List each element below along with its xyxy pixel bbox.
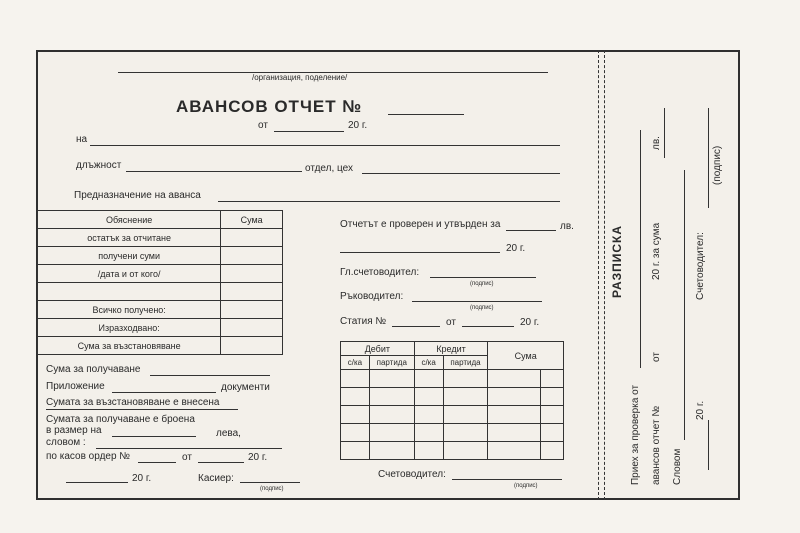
paid-line1: Сумата за получаване е броена (46, 414, 195, 425)
sum-cell (221, 337, 283, 355)
date-line (274, 131, 344, 132)
order-number-line (138, 462, 176, 463)
row-label: Всичко получено: (38, 301, 221, 319)
date-bottom-line (66, 482, 128, 483)
chief-accountant-line (430, 277, 536, 278)
row-label: /дата и от кого/ (38, 265, 221, 283)
table-row (38, 301, 283, 319)
na-label: на (76, 134, 88, 145)
table-row (38, 337, 283, 355)
receipt-words-underline (684, 170, 685, 440)
table-row (341, 370, 564, 388)
row-label: Изразходвано: (38, 319, 221, 337)
attach-line (112, 392, 216, 393)
accountant-sign-caption: (подпис) (514, 483, 538, 489)
row-label: получени суми (38, 247, 221, 265)
position-label: длъжност (76, 160, 122, 171)
lv-label: лв. (560, 221, 574, 232)
accountant-label: Счетоводител: (378, 469, 446, 480)
sum-header: Сума (488, 342, 564, 370)
order-date-line (198, 462, 244, 463)
sum-cell (221, 301, 283, 319)
cashier-line (240, 482, 300, 483)
page-title: АВАНСОВ ОТЧЕТ № (176, 97, 363, 116)
table-row (341, 406, 564, 424)
paid-line2: в размер на (46, 425, 102, 436)
sum-cell (221, 283, 283, 301)
position-line (126, 171, 302, 172)
date-bottom-year: 20 г. (132, 473, 152, 484)
manager-sign-caption: (подпис) (470, 305, 494, 311)
org-caption: /организация, поделение/ (252, 73, 348, 82)
order-year-label: 20 г. (248, 452, 268, 463)
purpose-line (218, 201, 560, 202)
cashier-label: Касиер: (198, 473, 234, 484)
department-label: отдел, цех (305, 163, 354, 174)
receipt-date-underline (708, 420, 709, 470)
receipt-year-label: 20 г. (695, 400, 706, 420)
table-row (38, 265, 283, 283)
receipt-amount-underline (664, 108, 665, 158)
table-row (341, 388, 564, 406)
receipt-line2-lv: лв. (651, 136, 662, 150)
verified-date-line (340, 252, 500, 253)
accountant-line (452, 479, 562, 480)
row-label: Сума за възстановяване (38, 337, 221, 355)
verified-year-label: 20 г. (506, 243, 526, 254)
debit-lot-header: партида (369, 356, 414, 370)
chief-accountant-label: Гл.счетоводител: (340, 267, 420, 278)
receive-label: Сума за получаване (46, 364, 141, 375)
sum-cell (221, 229, 283, 247)
credit-header: Кредит (414, 342, 488, 356)
perforation-line-2 (604, 50, 605, 500)
debit-account-header: с/ка (341, 356, 370, 370)
receive-line (150, 375, 270, 376)
article-from-label: от (446, 317, 456, 328)
debit-header: Дебит (341, 342, 415, 356)
article-label: Статия № (340, 316, 387, 327)
receipt-line2-number: авансов отчет № (651, 405, 662, 485)
table-header-row (38, 211, 283, 229)
verified-amount-line (506, 230, 556, 231)
credit-account-header: с/ка (414, 356, 443, 370)
receipt-line1: Приех за проверка от (630, 384, 641, 485)
table-row (38, 247, 283, 265)
table-row (341, 442, 564, 460)
table-row (38, 229, 283, 247)
order-label: по касов ордер № (46, 451, 131, 462)
date-year-label: 20 г. (348, 120, 368, 131)
debit-credit-table (340, 341, 564, 460)
words-label: словом : (46, 437, 86, 448)
receipt-words-label: Словом (672, 448, 683, 485)
perforation-line-1 (598, 50, 599, 500)
receipt-line2-from: от (651, 352, 662, 362)
column-header-explanation: Обяснение (38, 211, 221, 229)
table-row (38, 319, 283, 337)
row-label: остатък за отчитане (38, 229, 221, 247)
article-date-line (462, 326, 514, 327)
department-line (362, 173, 560, 174)
credit-lot-header: партида (443, 356, 488, 370)
docs-label: документи (221, 382, 270, 393)
refund-underline (46, 409, 238, 410)
sum-cell (221, 247, 283, 265)
row-label (38, 283, 221, 301)
report-number-line (388, 114, 464, 115)
name-line (90, 145, 560, 146)
sum-cell (221, 265, 283, 283)
attach-label: Приложение (46, 381, 105, 392)
leva-label: лева, (216, 428, 241, 439)
purpose-label: Предназначение на аванса (74, 190, 201, 201)
article-number-line (392, 326, 440, 327)
refund-label: Сумата за възстановяване е внесена (46, 397, 220, 408)
receipt-line1-underline (640, 130, 641, 368)
table-row (38, 283, 283, 301)
verified-label: Отчетът е проверен и утвърден за (340, 219, 501, 230)
words-line (96, 448, 282, 449)
receipt-accountant-label: Счетоводител: (695, 232, 706, 300)
amount-line (112, 436, 196, 437)
manager-line (412, 301, 542, 302)
receipt-line2-sum: 20 г. за сума (651, 222, 662, 280)
receipt-accountant-underline (708, 108, 709, 208)
manager-label: Ръководител: (340, 291, 404, 302)
date-from-label: от (258, 120, 268, 131)
chief-sign-caption: (подпис) (470, 281, 494, 287)
explanation-table (37, 210, 283, 355)
column-header-sum: Сума (221, 211, 283, 229)
table-header-row (341, 342, 564, 356)
article-year-label: 20 г. (520, 317, 540, 328)
order-from-label: от (182, 452, 192, 463)
sum-cell (221, 319, 283, 337)
receipt-sign-caption: (подпис) (712, 145, 723, 185)
receipt-title: РАЗПИСКА (610, 224, 624, 298)
table-row (341, 424, 564, 442)
cashier-sign-caption: (подпис) (260, 486, 284, 492)
